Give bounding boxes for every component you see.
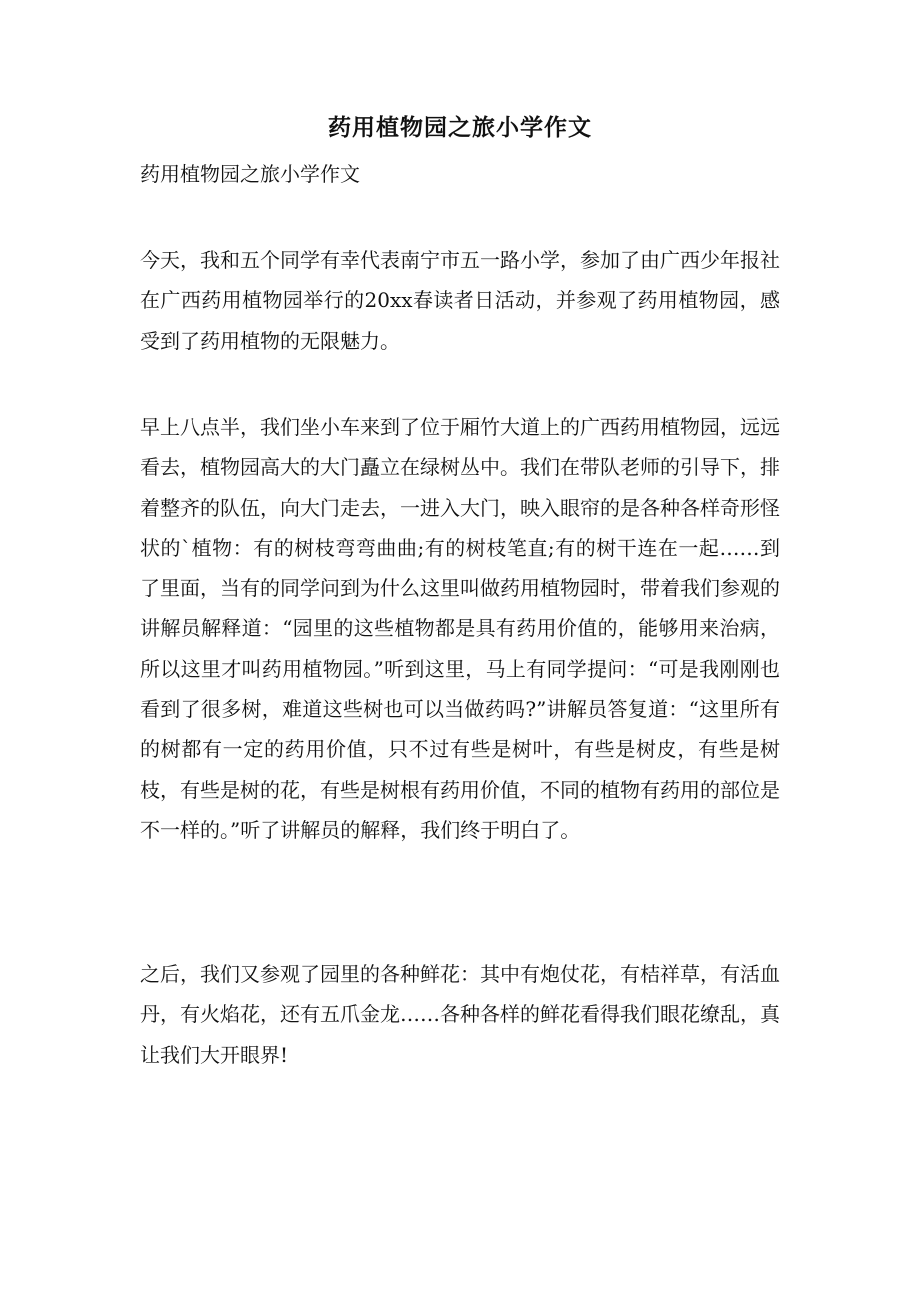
- document-subtitle: 药用植物园之旅小学作文: [140, 162, 360, 186]
- document-title: 药用植物园之旅小学作文: [328, 114, 592, 141]
- paragraph-intro: 今天，我和五个同学有幸代表南宁市五一路小学，参加了由广西少年报社在广西药用植物园举行的20xx春读者日活动，并参观了药用植物园，感受到了药用植物的无限魅力。: [140, 248, 780, 353]
- paragraph-flowers: 之后，我们又参观了园里的各种鲜花：其中有炮仗花，有桔祥草，有活血丹，有火焰花，还有五爪金龙……各种各样的鲜花看得我们眼花缭乱，真让我们大开眼界!: [140, 962, 780, 1067]
- paragraph-morning-visit: 早上八点半，我们坐小车来到了位于厢竹大道上的广西药用植物园，远远看去，植物园高大的大门矗立在绿树丛中。我们在带队老师的引导下，排着整齐的队伍，向大门走去，一进入大门，映入眼帘的是各种各样奇形怪状的`植物：有的树枝弯弯曲曲;有的树枝笔直;有的树干连在一起……到了里面，当有的同学问到为什么这里叫做药用植物园时，带着我们参观的讲解员解释道：“园里的这些植物都是具有药用价值的，能够用来治病，所以这里才叫药用植物园。”听到这里，马上有同学提问：“可是我刚刚也看到了很多树，难道这些树也可以当做药吗?”讲解员答复道：“这里所有的树都有一定的药用价值，只不过有些是树叶，有些是树皮，有些是树枝，有些是树的花，有些是树根有药用价值，不同的植物有药用的部位是不一样的。”听了讲解员的解释，我们终于明白了。: [140, 415, 780, 842]
